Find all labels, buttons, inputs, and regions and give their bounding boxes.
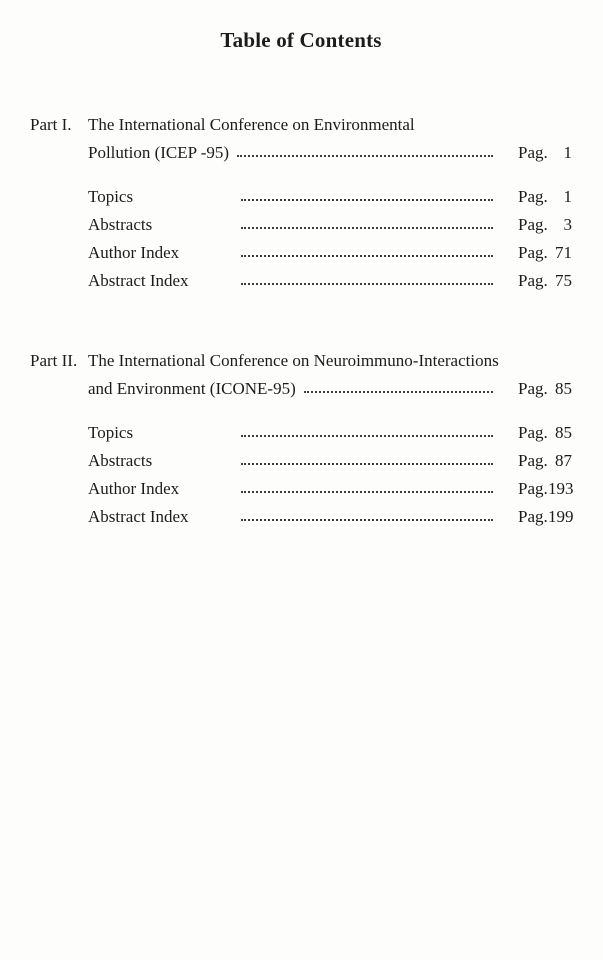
dot-leader [241, 283, 493, 285]
toc-entry [30, 183, 572, 211]
dot-leader [241, 491, 493, 493]
part-label: Part II. [30, 351, 78, 370]
toc-entry [30, 503, 572, 531]
part-entries [30, 419, 572, 531]
page-number: 85 [555, 379, 572, 398]
toc-entry [30, 239, 572, 267]
toc-entry-label: Abstracts [88, 451, 153, 470]
part-label: Part I. [30, 115, 72, 134]
toc-entry-label: Abstract Index [88, 271, 189, 290]
page-prefix: Pag. [518, 271, 548, 290]
toc-entry [30, 419, 572, 447]
toc-entry [30, 267, 572, 295]
toc-entry-label: Abstract Index [88, 507, 189, 526]
toc-entry [30, 211, 572, 239]
part-heading-row [30, 111, 572, 139]
toc-entry-label: Abstracts [88, 215, 153, 234]
toc-entry-label: Topics [88, 187, 134, 206]
toc-content [30, 0, 572, 531]
toc-entry-label: Author Index [88, 243, 180, 262]
dot-leader [241, 463, 493, 465]
page-prefix: Pag. [518, 215, 548, 234]
page-number: 87 [555, 451, 572, 470]
page-number: 85 [555, 423, 572, 442]
page-prefix: Pag. [518, 379, 548, 398]
toc-entry-label: Topics [88, 423, 134, 442]
dot-leader [241, 199, 493, 201]
page-prefix: Pag. [518, 423, 548, 442]
part-heading-row [30, 347, 572, 375]
page-prefix: Pag. [518, 479, 548, 498]
toc-entry [30, 447, 572, 475]
part-title-line2: and Environment (ICONE-95) [88, 379, 296, 398]
page-title: Table of Contents [220, 28, 382, 52]
page-number: 199 [548, 507, 574, 526]
dot-leader [241, 227, 493, 229]
page-number: 71 [555, 243, 572, 262]
page-prefix: Pag. [518, 243, 548, 262]
page-number: 3 [563, 215, 572, 234]
dot-leader [304, 391, 493, 393]
page-prefix: Pag. [518, 187, 548, 206]
toc-part-2 [30, 347, 572, 531]
dot-leader [241, 519, 493, 521]
toc-entry [30, 475, 572, 503]
page-number: 75 [555, 271, 572, 290]
toc-part-1 [30, 111, 572, 295]
dot-leader [241, 435, 493, 437]
dot-leader [237, 155, 493, 157]
part-title-line2: Pollution (ICEP -95) [88, 143, 230, 162]
page-number: 1 [563, 143, 572, 162]
part-heading-row-continuation [30, 375, 572, 403]
dot-leader [241, 255, 493, 257]
part-entries [30, 183, 572, 295]
part-heading-row-continuation [30, 139, 572, 167]
page-prefix: Pag. [518, 507, 548, 526]
toc-entry-label: Author Index [88, 479, 180, 498]
page-number: 193 [548, 479, 574, 498]
part-title-line1: The International Conference on Neuroimmuno-Interactions [88, 351, 499, 370]
page-prefix: Pag. [518, 143, 548, 162]
part-title-line1: The International Conference on Environmental [88, 115, 415, 134]
page-prefix: Pag. [518, 451, 548, 470]
page-number: 1 [563, 187, 572, 206]
